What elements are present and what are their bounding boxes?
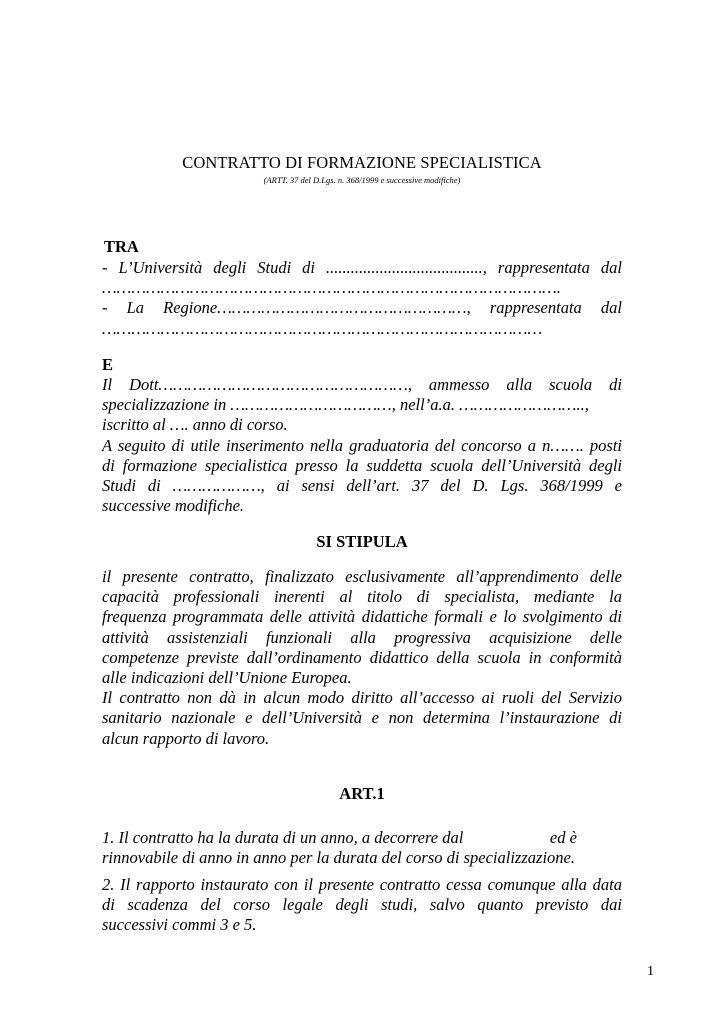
parties-line: - L’Università degli Studi di ......................................, rappresentata dal — [102, 258, 622, 277]
stipula-line: attività assistenziali funzionali alla progressiva acquisizione delle — [102, 627, 622, 647]
and-line: successive modifiche. — [102, 496, 245, 516]
article-heading: ART.1 — [339, 784, 385, 803]
stipula-heading: SI STIPULA — [316, 532, 408, 551]
article-line: 1. Il contratto ha la durata di un anno, a decorrere dal ed è — [102, 828, 577, 847]
stipula-line: Il contratto non dà in alcun modo diritto all’accesso ai ruoli del Servizio — [102, 688, 622, 708]
stipula-line: il presente contratto, finalizzato esclusivamente all’apprendimento delle — [102, 567, 622, 586]
article-line: 2. Il rapporto instaurato con il presente contratto cessa comunque alla data — [102, 875, 622, 894]
parties-block — [102, 258, 622, 339]
and-heading: E — [102, 355, 114, 374]
and-line: iscritto al …. anno di corso. — [102, 415, 288, 435]
article-para-1 — [102, 828, 622, 868]
page-number: 1 — [647, 964, 654, 979]
and-line: A seguito di utile inserimento nella graduatoria del concorso a n……. posti — [102, 435, 622, 455]
parties-line: - La Regione……………………………………………, rappresentata dal — [102, 298, 622, 318]
and-line: di formazione specialistica presso la suddetta scuola dell’Università degli — [102, 455, 622, 475]
document-subtitle: (ARTT. 37 del D.Lgs. n. 368/1999 e successive modifiche) — [263, 175, 461, 185]
article-line: rinnovabile di anno in anno per la durata del corso di specializzazione. — [102, 848, 575, 868]
and-line: Il Dott……………………………………………, ammesso alla scuola di — [102, 375, 622, 394]
stipula-line: frequenza programmata delle attività didattiche formali e lo svolgimento di — [102, 607, 622, 627]
stipula-block — [102, 567, 622, 749]
parties-line: ……………………………………………………………………………… — [102, 318, 543, 338]
stipula-line: sanitario nazionale e dell’Università e non determina l’instaurazione di — [102, 708, 622, 728]
parties-heading: TRA — [104, 237, 139, 256]
and-line: Studi di ………………, ai sensi dell’art. 37 del D. Lgs. 368/1999 e — [102, 476, 622, 496]
document-title: CONTRATTO DI FORMAZIONE SPECIALISTICA — [182, 153, 542, 172]
parties-line: …………………………………………………………………………………. — [102, 278, 561, 298]
article-para-2 — [102, 875, 622, 936]
and-line: specializzazione in ……………………………, nell’a.a. …………………….., — [102, 395, 589, 415]
stipula-line: alle indicazioni dell’Unione Europea. — [102, 668, 352, 688]
and-block — [102, 375, 622, 516]
stipula-line: capacità professionali inerenti al titolo di specialista, mediante la — [102, 587, 622, 607]
article-line: successivi commi 3 e 5. — [102, 915, 257, 935]
article-line: di scadenza del corso legale degli studi, salvo quanto previsto dai — [102, 895, 622, 915]
stipula-line: competenze previste dall’ordinamento didattico della scuola in conformità — [102, 647, 622, 667]
stipula-line: alcun rapporto di lavoro. — [102, 728, 270, 748]
